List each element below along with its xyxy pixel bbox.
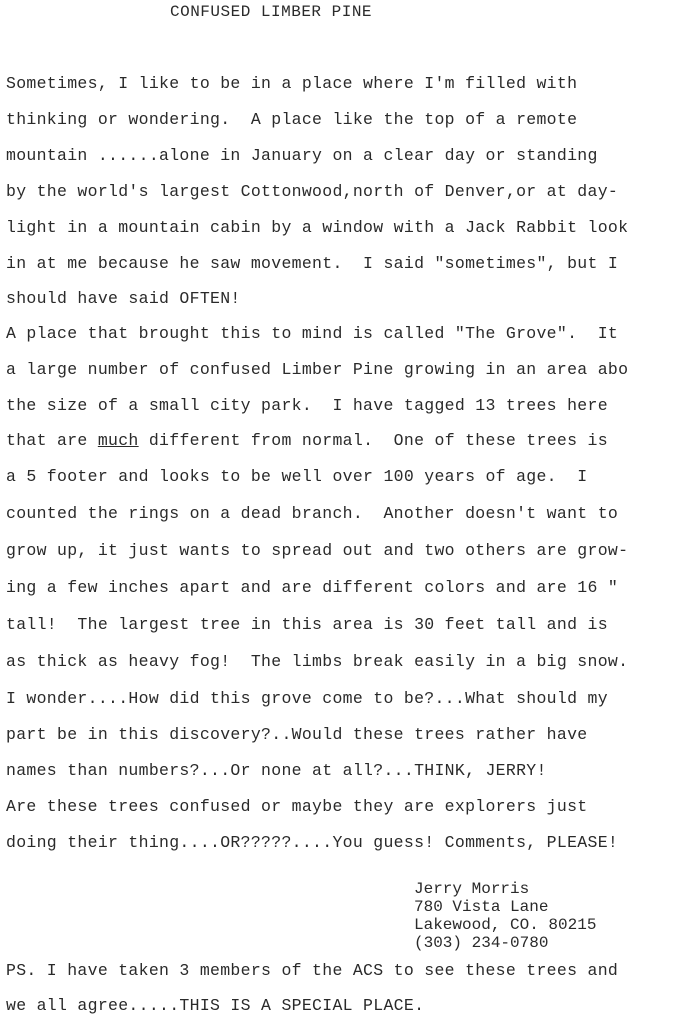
body-line: mountain ......alone in January on a clear day or standing <box>6 146 598 165</box>
postscript-line: PS. I have taken 3 members of the ACS to see these trees and <box>6 961 619 980</box>
body-line: a 5 footer and looks to be well over 100 years of age. I <box>6 467 588 486</box>
body-line: Sometimes, I like to be in a place where I'm filled with <box>6 74 578 93</box>
postscript-line: we all agree.....THIS IS A SPECIAL PLACE. <box>6 996 425 1015</box>
body-line: grow up, it just wants to spread out and two others are grow- <box>6 541 629 560</box>
body-line: counted the rings on a dead branch. Another doesn't want to <box>6 504 619 523</box>
underlined-word: much <box>97 431 139 450</box>
body-line: a large number of confused Limber Pine growing in an area abo <box>6 360 629 379</box>
body-line: tall! The largest tree in this area is 30 feet tall and is <box>6 615 608 634</box>
signature-name: Jerry Morris <box>414 880 530 898</box>
body-line: A place that brought this to mind is called "The Grove". It <box>6 324 619 343</box>
body-line: thinking or wondering. A place like the top of a remote <box>6 110 578 129</box>
body-line: part be in this discovery?..Would these trees rather have <box>6 725 588 744</box>
body-line-end: different from normal. One of these trees is <box>138 431 608 450</box>
body-line: in at me because he saw movement. I said "sometimes", but I <box>6 254 619 273</box>
document-title: CONFUSED LIMBER PINE <box>170 3 373 21</box>
body-line: by the world's largest Cottonwood,north of Denver,or at day- <box>6 182 619 201</box>
body-line <box>6 431 608 450</box>
body-line: light in a mountain cabin by a window with a Jack Rabbit look <box>6 218 629 237</box>
body-line: ing a few inches apart and are different colors and are 16 " <box>6 578 619 597</box>
body-line: doing their thing....OR?????....You guess! Comments, PLEASE! <box>6 833 619 852</box>
body-line-start: that are <box>6 431 98 450</box>
body-line: Are these trees confused or maybe they are explorers just <box>6 797 588 816</box>
signature-street: 780 Vista Lane <box>414 898 549 916</box>
body-line: should have said OFTEN! <box>6 289 241 308</box>
body-line: names than numbers?...Or none at all?...THINK, JERRY! <box>6 761 547 780</box>
body-line: I wonder....How did this grove come to be?...What should my <box>6 689 608 708</box>
body-line: as thick as heavy fog! The limbs break easily in a big snow. <box>6 652 629 671</box>
body-line: the size of a small city park. I have tagged 13 trees here <box>6 396 608 415</box>
signature-phone: (303) 234-0780 <box>414 934 549 952</box>
signature-city: Lakewood, CO. 80215 <box>414 916 597 934</box>
